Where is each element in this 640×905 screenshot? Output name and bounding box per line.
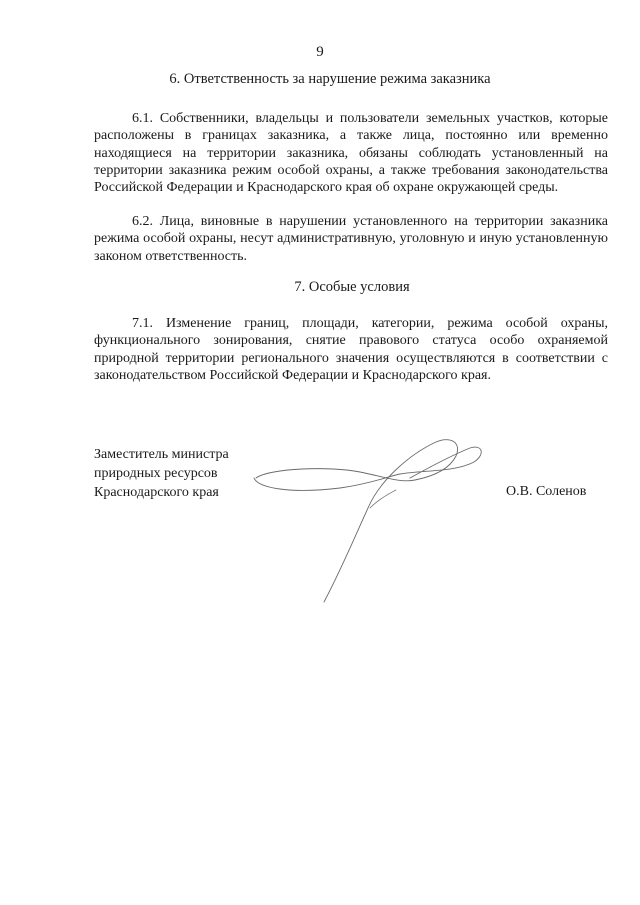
paragraph-6-1: 6.1. Собственники, владельцы и пользователи земельных участков, которые расположены в границах заказника, а также лица, постоянно или временно находящиеся на территории заказника, обязаны соблюдать установленный на территории заказника режим особой охраны, а также требования законодательства Российской Федерации и Краснодарского края об охране окружающей среды. — [94, 111, 608, 196]
signatory-name: О.В. Соленов — [506, 484, 587, 499]
paragraph-7-1: 7.1. Изменение границ, площади, категории, режима особой охраны, функционального зонирования, снятие правового статуса особо охраняемой природной территории регионального значения осуществляются в соответствии с законодательством Российской Федерации и Краснодарского края. — [94, 316, 608, 383]
signatory-position-line: природных ресурсов — [94, 466, 218, 481]
paragraph-6-2: 6.2. Лица, виновные в нарушении установленного на территории заказника режима особой охраны, несут административную, уголовную и иную установленную законом ответственность. — [94, 214, 608, 264]
section-6-heading: 6. Ответственность за нарушение режима заказника — [169, 71, 491, 87]
signatory-position-line: Заместитель министра — [94, 447, 229, 462]
signatory-position — [94, 445, 229, 502]
section-7-heading: 7. Особые условия — [294, 279, 410, 295]
signatory-position-line: Краснодарского края — [94, 485, 219, 500]
page-number: 9 — [316, 44, 324, 60]
handwritten-signature — [250, 428, 490, 608]
